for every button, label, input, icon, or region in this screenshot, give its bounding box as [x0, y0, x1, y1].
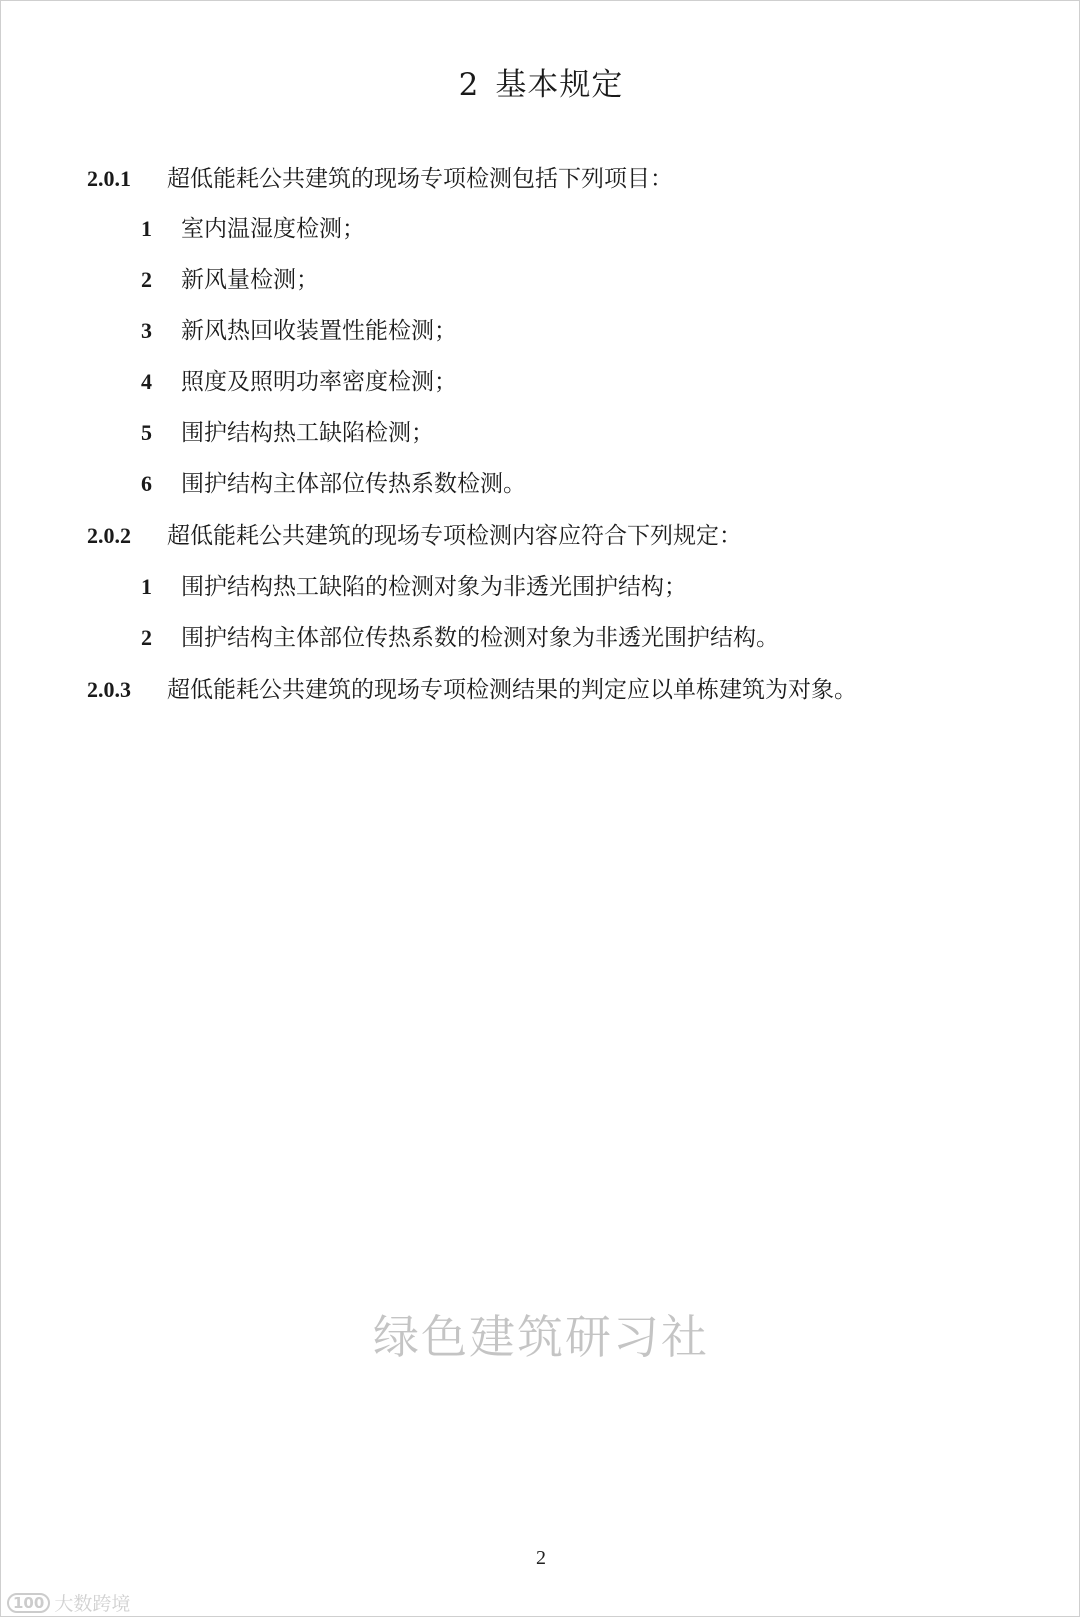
- item-number: 6: [141, 471, 152, 496]
- item-text: 新风量检测；: [181, 267, 319, 293]
- clause-2-0-1: [87, 163, 673, 195]
- clause-2-0-3: [87, 674, 857, 706]
- item-number: 2: [141, 267, 152, 292]
- item-text: 照度及照明功率密度检测；: [181, 369, 457, 395]
- clause-number: 2.0.2: [87, 523, 131, 548]
- page-number: 2: [536, 1547, 546, 1569]
- source-logo: [7, 1589, 130, 1616]
- item-text: 围护结构主体部位传热系数检测。: [181, 471, 526, 497]
- list-item: [141, 622, 779, 654]
- clause-text: 超低能耗公共建筑的现场专项检测结果的判定应以单栋建筑为对象。: [167, 677, 857, 703]
- item-text: 围护结构热工缺陷检测；: [181, 420, 434, 446]
- list-item: [141, 417, 434, 449]
- clause-number: 2.0.3: [87, 677, 131, 702]
- item-text: 围护结构热工缺陷的检测对象为非透光围护结构；: [181, 574, 687, 600]
- item-number: 2: [141, 625, 152, 650]
- list-item: [141, 315, 457, 347]
- list-item: [141, 366, 457, 398]
- list-item: [141, 468, 526, 500]
- list-item: [141, 264, 319, 296]
- clause-number: 2.0.1: [87, 166, 131, 191]
- item-number: 5: [141, 420, 152, 445]
- item-number: 1: [141, 574, 152, 599]
- clause-text: 超低能耗公共建筑的现场专项检测包括下列项目：: [167, 166, 673, 192]
- item-number: 1: [141, 216, 152, 241]
- chapter-number: 2: [458, 67, 480, 103]
- clause-text: 超低能耗公共建筑的现场专项检测内容应符合下列规定：: [167, 523, 742, 549]
- chapter-title-text: 基本规定: [495, 67, 624, 103]
- logo-text: 大数跨境: [54, 1593, 131, 1615]
- item-text: 室内温湿度检测；: [181, 216, 365, 242]
- chapter-title: [1, 59, 1080, 104]
- watermark: 绿色建筑研习社: [373, 1310, 709, 1364]
- logo-mark-icon: 100: [7, 1593, 50, 1613]
- list-item: [141, 213, 365, 245]
- item-number: 4: [141, 369, 152, 394]
- item-number: 3: [141, 318, 152, 343]
- clause-2-0-2: [87, 520, 742, 552]
- list-item: [141, 571, 687, 603]
- item-text: 新风热回收装置性能检测；: [181, 318, 457, 344]
- item-text: 围护结构主体部位传热系数的检测对象为非透光围护结构。: [181, 625, 779, 651]
